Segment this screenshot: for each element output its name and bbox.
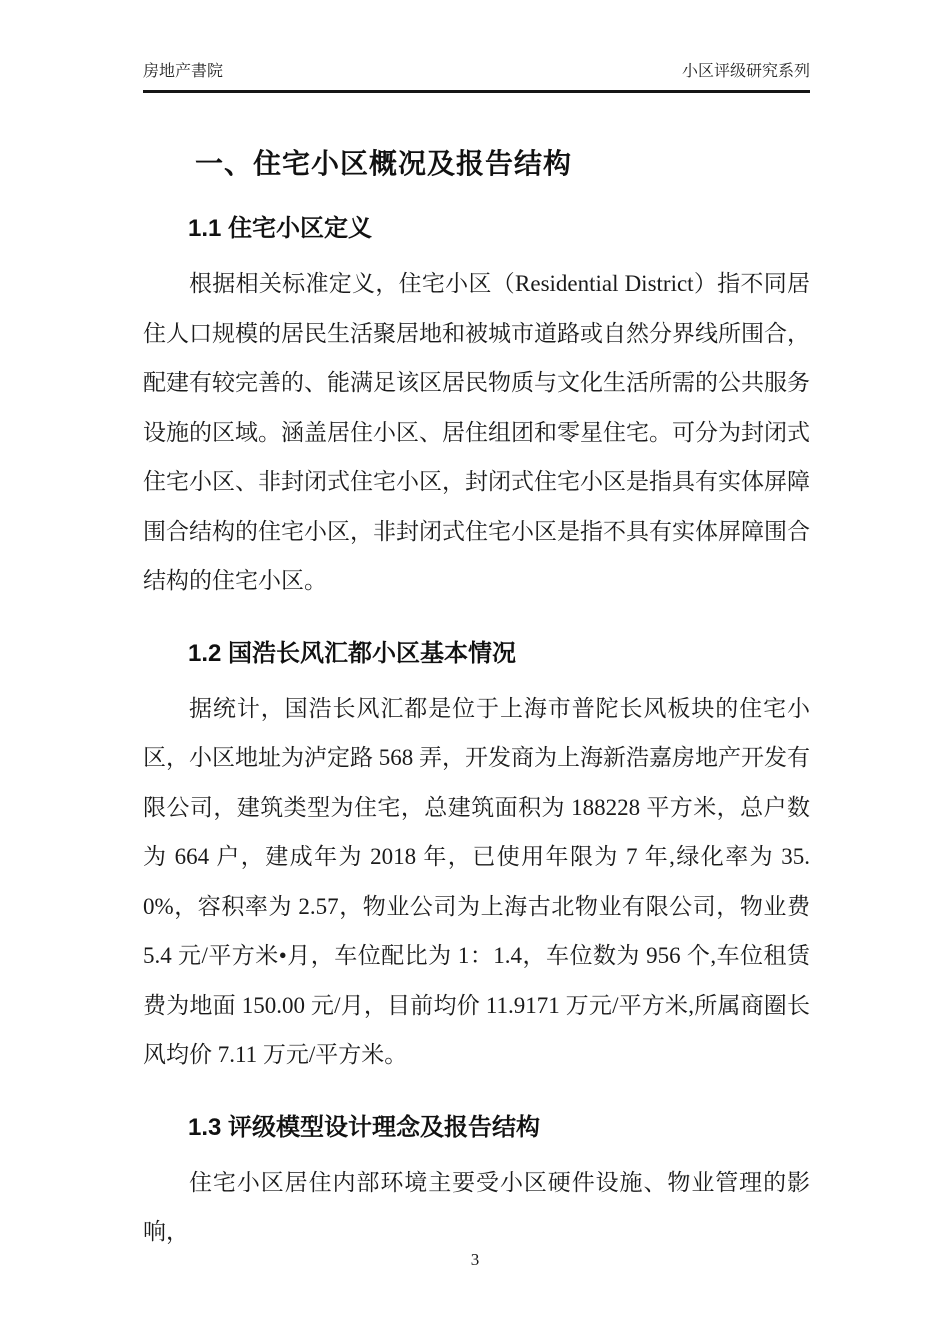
paragraph-rating-model-intro: 住宅小区居住内部环境主要受小区硬件设施、物业管理的影响， (143, 1169, 810, 1244)
header-left-text: 房地产書院 (143, 63, 224, 80)
paragraph-community-basic-info: 据统计，国浩长风汇都是位于上海市普陀长风板块的住宅小区，小区地址为泸定路 568 弄，开发商为上海新浩嘉房地产开发有限公司，建筑类型为住宅，总建筑面积为 188228 平方米，总户数为 664 户，建成年为 2018 年，已使用年限为 7 年,绿化率为 35.0%，容积率为 2.57，物业公司为上海古北物业有限公司，物业费 5.4 元/平方米•月，车位配比为 1：1.4，车位数为 956 个,车位租赁费为地面 150.00 元/月，目前均价 11.9171 万元/平方米,所属商圈长风均价 7.11 万元/平方米。 (143, 695, 810, 1067)
running-header (143, 62, 810, 83)
paragraph-definition: 根据相关标准定义，住宅小区（Residential District）指不同居住人口规模的居民生活聚居地和被城市道路或自然分界线所围合，配建有较完善的、能满足该区居民物质与文化生活所需的公共服务设施的区域。涵盖居住小区、居住组团和零星住宅。可分为封闭式住宅小区、非封闭式住宅小区，封闭式住宅小区是指具有实体屏障围合结构的住宅小区，非封闭式住宅小区是指不具有实体屏障围合结构的住宅小区。 (143, 271, 810, 593)
section-heading-1-3: 1.3 评级模型设计理念及报告结构 (188, 1113, 541, 1141)
page-number: 3 (470, 1250, 480, 1269)
document-body (143, 93, 810, 1257)
chapter-heading: 一、住宅小区概况及报告结构 (195, 148, 573, 179)
header-right-text: 小区评级研究系列 (681, 63, 810, 80)
section-heading-1-2: 1.2 国浩长风汇都小区基本情况 (188, 639, 517, 667)
section-heading-1-1: 1.1 住宅小区定义 (188, 215, 373, 242)
